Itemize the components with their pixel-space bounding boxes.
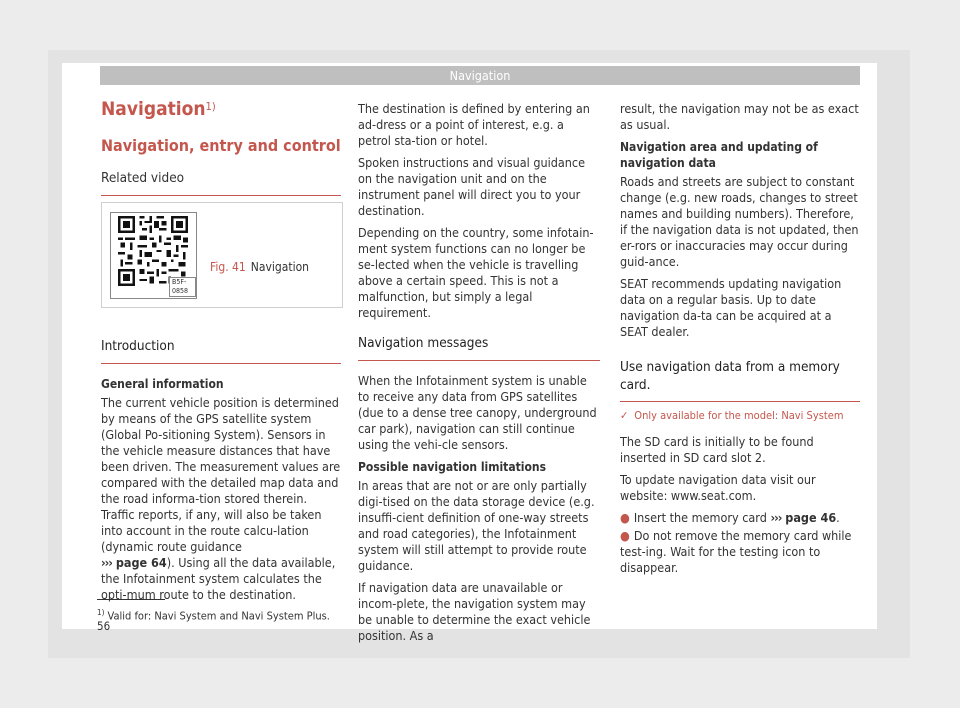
related-video-label: Related video [101, 170, 185, 186]
paragraph: Roads and streets are subject to constant change (e.g. new roads, changes to street names and building numbers). Therefore, if the navigation data is not updated, then er-rors or inaccuracies may occur during guid-ance. [620, 174, 859, 269]
bullet-item: ● Do not remove the memory card while test-ing. Wait for the testing icon to disappear. [620, 528, 852, 575]
paragraph: result, the navigation may not be as exact as usual. [620, 101, 859, 132]
divider [101, 195, 341, 196]
figure-number: Fig. 41 [210, 260, 246, 274]
middle-column [358, 101, 600, 650]
figure-caption-text: Navigation [250, 260, 310, 274]
bullet-item: ● Insert the memory card ››› page 46. [620, 510, 840, 525]
page-link[interactable]: ››› page 46 [770, 510, 837, 525]
left-column [101, 98, 341, 196]
section-title: Navigation, entry and control [101, 136, 341, 155]
bullet-icon: ● [620, 528, 630, 543]
qr-code[interactable] [110, 212, 197, 299]
check-icon: ✓ [620, 409, 629, 422]
introduction-heading: Introduction [101, 338, 175, 354]
footnote: $^{1)}$ Valid for: Navi System and Navi System Plus. [97, 608, 330, 623]
paragraph: When the Infotainment system is unable to receive any data from GPS satellites (due to a dense tree canopy, underground car park), navigation can still continue using the vehi-cle sensors. [358, 373, 597, 452]
general-info-paragraph: The current vehicle position is determined by means of the GPS satellite system (Global Po-sitioning System). Sensors in the vehicle measure distances that have been driven. The measurement values are compared with the detailed map data and the road informa-tion stored therein. Traffic reports, if any, will also be taken into account in the route calcu-lation (dynamic route guidance ››› page 64). Using all the data available, the Infotainment system calculates the opti-mum route to the destination. [101, 395, 341, 602]
figure-code: B5F-0858 [169, 277, 196, 297]
qr-code-icon [114, 216, 192, 286]
paragraph: Depending on the country, some infotain-ment system functions can no longer be se-lected when the vehicle is travelling above a certain speed. This is not a malfunction, but simply a legal requirement. [358, 225, 594, 320]
divider [101, 363, 341, 364]
general-info-heading: General information [101, 377, 224, 391]
paragraph: If navigation data are unavailable or incom-plete, the navigation system may be unable to determine the exact vehicle position. As a [358, 580, 591, 643]
navigation-messages-heading: Navigation messages [358, 335, 489, 351]
chapter-header: Navigation [100, 66, 860, 85]
footnote-divider [97, 599, 165, 600]
paragraph: The SD card is initially to be found inserted in SD card slot 2. [620, 434, 814, 465]
memory-card-heading: Use navigation data from a memory card. [620, 359, 840, 393]
page-title: Navigation$^{1)}$ [101, 98, 216, 120]
figure-caption [210, 260, 309, 274]
bullet-icon: ● [620, 510, 630, 525]
page-number: 56 [97, 619, 111, 633]
divider [620, 401, 860, 402]
paragraph: Spoken instructions and visual guidance on the navigation unit and on the instrument panel will direct you to your destination. [358, 155, 586, 218]
navigation-area-heading: Navigation area and updating of navigation data [620, 140, 818, 170]
availability-note: ✓ Only available for the model: Navi System [620, 409, 844, 422]
figure-41 [101, 202, 343, 308]
divider [358, 360, 600, 361]
paragraph: SEAT recommends updating navigation data on a regular basis. Up to date navigation da-ta can be acquired at a SEAT dealer. [620, 276, 842, 339]
paragraph: In areas that are not or are only partially digi-tised on the data storage device (e.g. insuffi-cient definition of one-way streets and road categories), the Infotainment system will still attempt to provide route guidance. [358, 478, 595, 573]
paragraph: The destination is defined by entering an ad-dress or a point of interest, e.g. a petrol sta-tion or hotel. [358, 101, 590, 148]
limitations-heading: Possible navigation limitations [358, 460, 547, 474]
paragraph: To update navigation data visit our website: www.seat.com. [620, 472, 816, 503]
left-column-body [101, 338, 341, 609]
page-link[interactable]: ››› page 64 [101, 555, 167, 570]
right-column [620, 101, 860, 582]
footnote-ref[interactable]: 1) [205, 100, 216, 113]
